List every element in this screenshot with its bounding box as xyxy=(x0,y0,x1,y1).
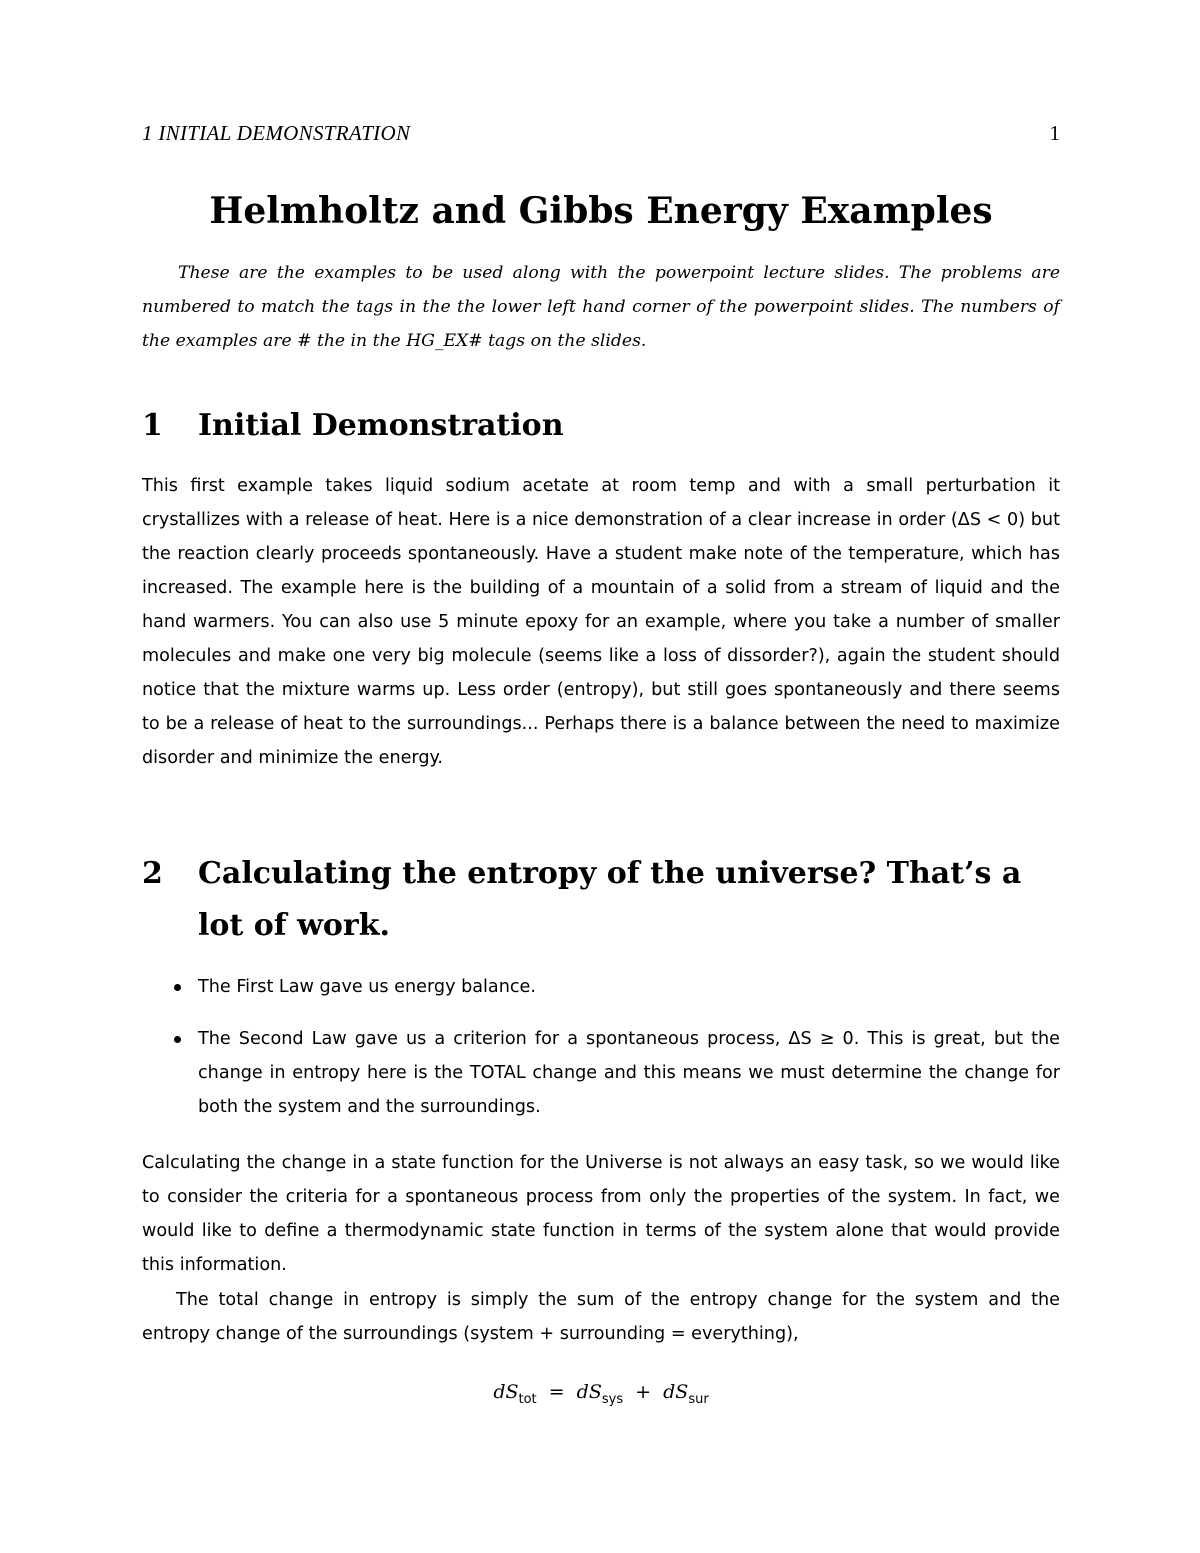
section-1-paragraph: This first example takes liquid sodium acetate at room temp and with a small perturbation it crystallizes with a release of heat. Here is a nice demonstration of a clear increase in order (ΔS < 0) but the reaction clearly proceeds spontaneously. Have a student make note of the temperature, which has increased. The example here is the building of a mountain of a solid from a stream of liquid and the hand warmers. You can also use 5 minute epoxy for an example, where you take a number of smaller molecules and make one very big molecule (seems like a loss of dissorder?), again the student should notice that the mixture warms up. Less order (entropy), but still goes spontaneously and there seems to be a release of heat to the surroundings... Perhaps there is a balance between the need to maximize disorder and minimize the energy. xyxy=(142,476,1060,768)
section-number: 1 xyxy=(142,408,163,443)
page-number: 1 xyxy=(1049,121,1060,145)
section-title: Calculating the entropy of the universe? That’s a lot of work. xyxy=(198,856,1022,943)
equation-term1-subscript: sys xyxy=(601,1391,624,1407)
section-heading-initial-demonstration xyxy=(142,400,1060,452)
equation-equals: = xyxy=(548,1381,565,1403)
equation-plus: + xyxy=(635,1381,652,1403)
equation-lhs-symbol: dS xyxy=(493,1381,519,1403)
equation-lhs-subscript: tot xyxy=(518,1391,537,1407)
list-item xyxy=(142,970,1060,1004)
equation-term2-subscript: sur xyxy=(688,1391,709,1407)
list-item xyxy=(142,1022,1060,1124)
running-header xyxy=(142,118,1060,148)
bullet-list xyxy=(142,970,1060,1142)
bullet-icon xyxy=(174,1036,181,1043)
list-item-text: The First Law gave us energy balance. xyxy=(198,977,536,997)
bullet-icon xyxy=(174,984,181,991)
document-page xyxy=(142,0,1060,1553)
equation-term1-symbol: dS xyxy=(576,1381,602,1403)
section-title: Initial Demonstration xyxy=(198,408,564,443)
document-title: Helmholtz and Gibbs Energy Examples xyxy=(209,190,993,232)
running-header-title: 1 INITIAL DEMONSTRATION xyxy=(142,121,411,145)
section-2-paragraph-1: Calculating the change in a state function for the Universe is not always an easy task, so we would like to consider the criteria for a spontaneous process from only the properties of the system. In fact, we would like to define a thermodynamic state function in terms of the system alone that would provide this information. xyxy=(142,1153,1060,1275)
section-number: 2 xyxy=(142,856,163,891)
list-item-text: The Second Law gave us a criterion for a spontaneous process, ΔS ≥ 0. This is great, but the change in entropy here is the TOTAL change and this means we must determine the change for both the system and the surroundings. xyxy=(198,1029,1060,1117)
entropy-equation xyxy=(142,1374,1060,1418)
section-heading-calculating-entropy xyxy=(142,848,1060,952)
abstract: These are the examples to be used along with the powerpoint lecture slides. The problems are numbered to match the tags in the the lower left hand corner of the powerpoint slides. The numbers of the examples are # the in the HG_EX# tags on the slides. xyxy=(142,263,1060,351)
section-2-paragraph-2: The total change in entropy is simply the sum of the entropy change for the system and the entropy change of the surroundings (system + surrounding = everything), xyxy=(142,1290,1060,1344)
equation-term2-symbol: dS xyxy=(663,1381,689,1403)
